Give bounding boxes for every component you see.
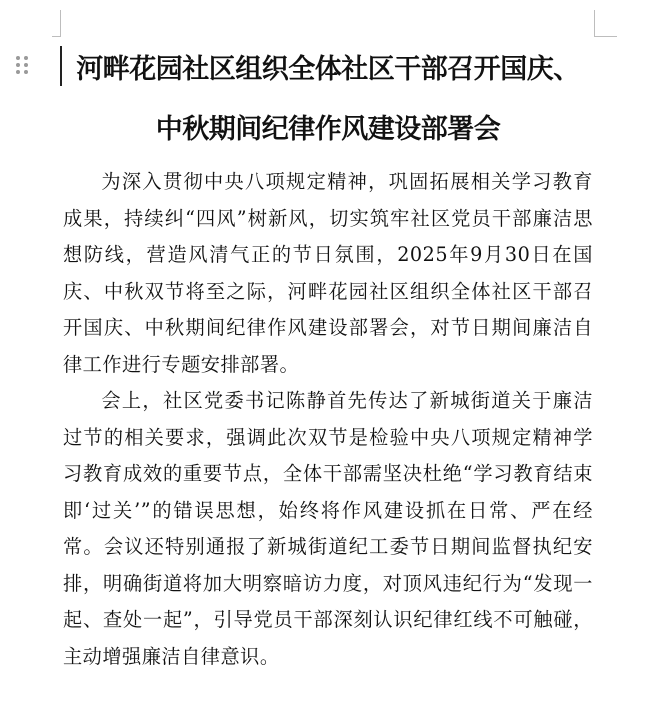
paragraph-2: 会上，社区党委书记陈静首先传达了新城街道关于廉洁过节的相关要求，强调此次双节是检验中央八项规定精神学习教育成效的重要节点，全体干部需坚决杜绝“学习教育结束即‘过关’”的错误思想，始终将作风建设抓在日常、严在经常。会议还特别通报了新城街道纪工委节日期间监督执纪安排，明确街道将加大明察暗访力度，对顶风违纪行为“发现一起、查处一起”，引导党员干部深刻认识纪律红线不可触碰，主动增强廉洁自律意识。 — [63, 389, 593, 668]
paragraph-1: 为深入贯彻中央八项规定精神，巩固拓展相关学习教育成果，持续纠“四风”树新风，切实筑牢社区党员干部廉洁思想防线，营造风清气正的节日氛围，2025年9月30日在国庆、中秋双节将至之际，河畔花园社区组织全体社区干部召开国庆、中秋期间纪律作风建设部署会，对节日期间廉洁自律工作进行专题安排部署。 — [63, 170, 593, 376]
title-line-1: 河畔花园社区组织全体社区干部召开国庆、 — [76, 54, 580, 85]
title-line-2: 中秋期间纪律作风建设部署会 — [155, 114, 501, 145]
margin-corner-mark-left — [52, 10, 61, 37]
text-cursor — [60, 46, 62, 86]
margin-corner-mark-right — [594, 10, 617, 37]
document-title — [63, 40, 593, 160]
document-body[interactable] — [63, 40, 593, 675]
paragraph-drag-handle-icon[interactable] — [16, 56, 28, 74]
